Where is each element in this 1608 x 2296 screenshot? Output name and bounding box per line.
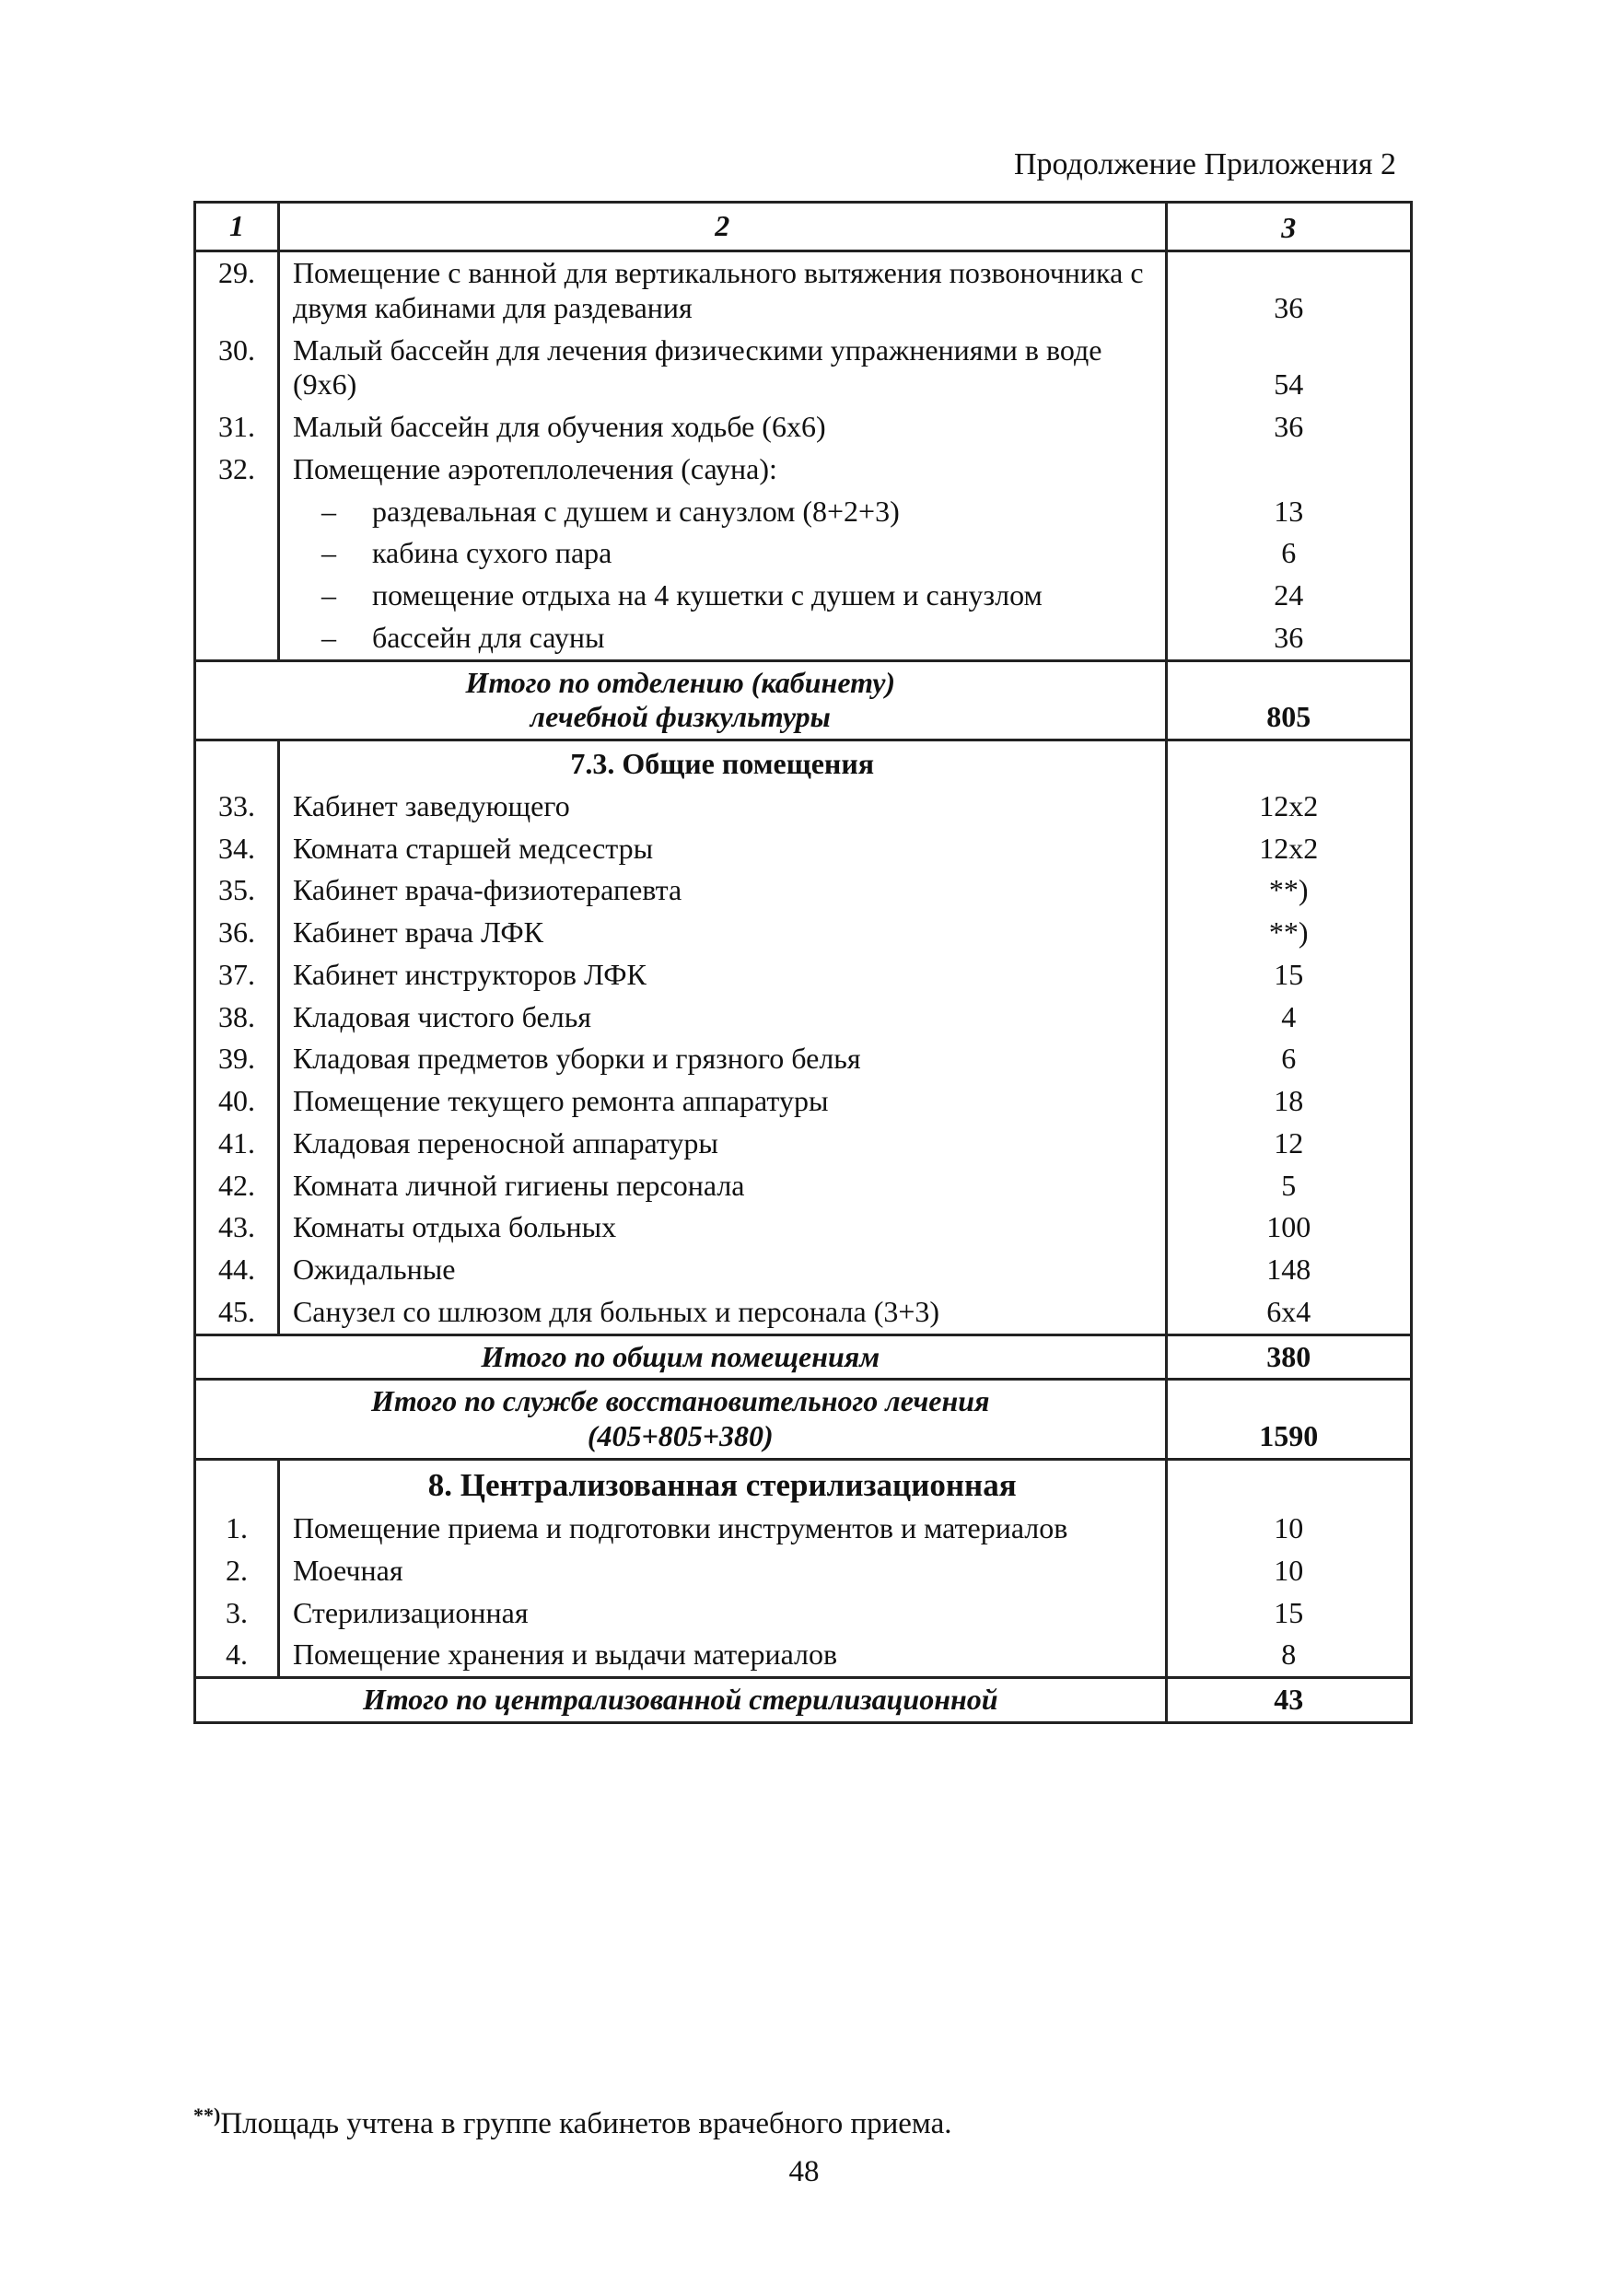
total-row-steril [195,1678,1412,1723]
table-row [195,786,1412,828]
room-area: **) [1166,869,1412,912]
row-number: 35. [195,869,279,912]
room-name: кабина сухого пара [371,536,612,570]
table-row [195,449,1412,491]
room-name: Малый бассейн для лечения физическими упражнениями в воде (9х6) [278,330,1166,407]
table-header-row [195,203,1412,251]
room-area: 10 [1166,1508,1412,1550]
room-name: Помещение аэротеплолечения (сауна): [278,449,1166,491]
table-row [195,251,1412,330]
room-name: раздевальная с душем и санузлом (8+2+3) [371,494,900,528]
room-area: 12х2 [1166,828,1412,870]
section-title: 8. Централизованная стерилизационная [278,1459,1166,1508]
row-number: 31. [195,406,279,449]
row-number: 1. [195,1508,279,1550]
total-value: 1590 [1166,1380,1412,1460]
total-label: Итого по общим помещениям [195,1334,1167,1380]
row-number: 3. [195,1592,279,1635]
row-number: 32. [195,449,279,491]
row-number: 43. [195,1206,279,1249]
total-label: (405+805+380) [587,1419,774,1452]
table-row [195,1592,1412,1635]
row-number: 2. [195,1550,279,1592]
row-number: 41. [195,1123,279,1165]
room-name: Помещение приема и подготовки инструментов и материалов [278,1508,1166,1550]
table-subrow [195,491,1412,533]
table-row [195,1249,1412,1291]
dash-marker: – [320,620,336,654]
room-name: Кабинет врача ЛФК [278,912,1166,954]
room-name: Комната старшей медсестры [278,828,1166,870]
total-value: 380 [1166,1334,1412,1380]
table-row [195,1634,1412,1677]
table-row [195,954,1412,996]
room-area: 12 [1166,1123,1412,1165]
room-area: 54 [1166,330,1412,407]
header-col-1: 1 [195,203,279,251]
row-number: 34. [195,828,279,870]
room-name: Помещение с ванной для вертикального вытяжения позвоночника с двумя кабинами для раздевания [278,251,1166,330]
room-area: 24 [1166,575,1412,617]
room-area-table [193,201,1413,1724]
footnote-text: Площадь учтена в группе кабинетов врачебного приема. [220,2107,952,2140]
footnote [193,2104,952,2141]
table-row [195,912,1412,954]
table-row [195,1508,1412,1550]
table-row [195,1291,1412,1334]
table-row [195,1550,1412,1592]
row-number: 44. [195,1249,279,1291]
section-heading-row [195,740,1412,786]
total-row-common [195,1334,1412,1380]
total-label: Итого по централизованной стерилизационной [195,1678,1167,1723]
room-area: 12х2 [1166,786,1412,828]
total-row-service [195,1380,1412,1460]
room-name: Помещение хранения и выдачи материалов [278,1634,1166,1677]
dash-marker: – [320,536,336,570]
room-area: 10 [1166,1550,1412,1592]
room-area: **) [1166,912,1412,954]
header-col-3: 3 [1166,203,1412,251]
room-area: 148 [1166,1249,1412,1291]
total-value: 805 [1166,660,1412,740]
total-value: 43 [1166,1678,1412,1723]
room-area: 100 [1166,1206,1412,1249]
total-row-lfk [195,660,1412,740]
room-name: Кабинет врача-физиотерапевта [278,869,1166,912]
section-heading-row [195,1459,1412,1508]
row-number: 39. [195,1038,279,1080]
room-area: 36 [1166,406,1412,449]
row-number: 38. [195,996,279,1039]
header-col-2: 2 [278,203,1166,251]
room-name: Санузел со шлюзом для больных и персонала (3+3) [278,1291,1166,1334]
room-area: 6 [1166,532,1412,575]
room-name: Моечная [278,1550,1166,1592]
table-row [195,828,1412,870]
dash-marker: – [320,578,336,612]
page-number: 48 [788,2155,820,2188]
room-area: 4 [1166,996,1412,1039]
dash-marker: – [320,494,336,528]
table-row [195,1206,1412,1249]
table-row [195,330,1412,407]
table-row [195,1080,1412,1123]
continuation-note: Продолжение Приложения 2 [1013,147,1396,181]
room-area: 8 [1166,1634,1412,1677]
room-name: Кладовая чистого белья [278,996,1166,1039]
room-area: 6 [1166,1038,1412,1080]
row-number: 33. [195,786,279,828]
room-area [1166,449,1412,491]
room-area: 6х4 [1166,1291,1412,1334]
room-name: Кладовая переносной аппаратуры [278,1123,1166,1165]
row-number: 40. [195,1080,279,1123]
table-subrow [195,617,1412,660]
room-name: Кладовая предметов уборки и грязного белья [278,1038,1166,1080]
total-label: Итого по отделению (кабинету) [465,665,896,699]
room-area: 15 [1166,954,1412,996]
footnote-mark: **) [193,2104,221,2127]
row-number: 36. [195,912,279,954]
table-row [195,869,1412,912]
room-name: Стерилизационная [278,1592,1166,1635]
row-number: 45. [195,1291,279,1334]
room-area: 13 [1166,491,1412,533]
room-area: 15 [1166,1592,1412,1635]
room-name: Малый бассейн для обучения ходьбе (6х6) [278,406,1166,449]
table-row [195,1165,1412,1207]
total-label: лечебной физкультуры [530,700,831,734]
room-name: Помещение текущего ремонта аппаратуры [278,1080,1166,1123]
row-number: 37. [195,954,279,996]
total-label: Итого по службе восстановительного лечения [370,1384,990,1418]
room-name: Ожидальные [278,1249,1166,1291]
section-title: 7.3. Общие помещения [278,740,1166,786]
room-name: Кабинет инструкторов ЛФК [278,954,1166,996]
table-subrow [195,532,1412,575]
row-number: 4. [195,1634,279,1677]
table-row [195,406,1412,449]
table-row [195,1123,1412,1165]
row-number: 29. [195,251,279,330]
room-name: бассейн для сауны [371,620,605,654]
row-number: 30. [195,330,279,407]
room-name: помещение отдыха на 4 кушетки с душем и санузлом [371,578,1043,612]
row-number: 42. [195,1165,279,1207]
table-row [195,1038,1412,1080]
room-area: 5 [1166,1165,1412,1207]
table-subrow [195,575,1412,617]
room-area: 18 [1166,1080,1412,1123]
room-area: 36 [1166,251,1412,330]
room-name: Комната личной гигиены персонала [278,1165,1166,1207]
room-name: Комнаты отдыха больных [278,1206,1166,1249]
room-area: 36 [1166,617,1412,660]
room-name: Кабинет заведующего [278,786,1166,828]
table-row [195,996,1412,1039]
